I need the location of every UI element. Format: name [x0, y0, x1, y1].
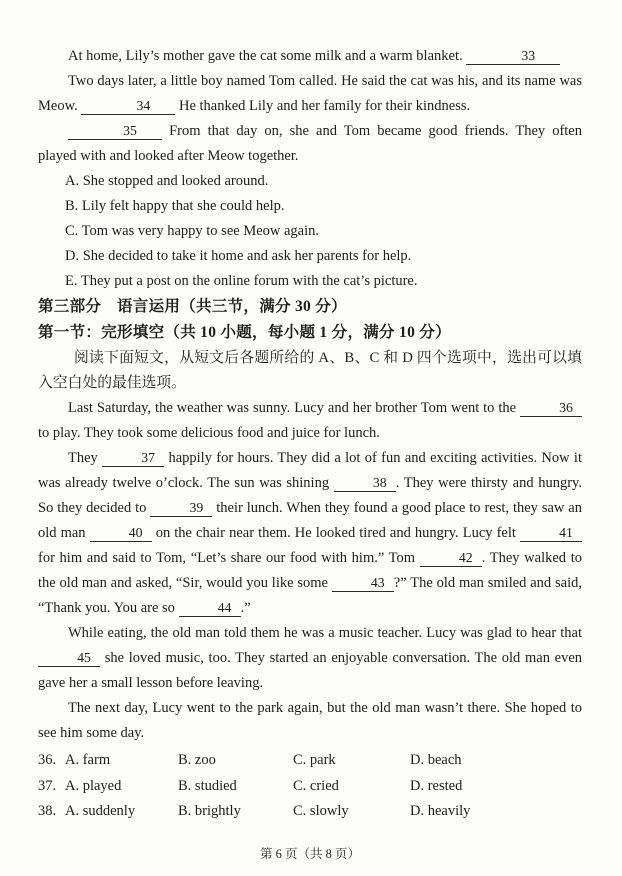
question-option-b: B. zoo	[178, 752, 216, 768]
question-option-a: A. played	[65, 777, 122, 794]
reading-paragraph-1: At home, Lily’s mother gave the cat some milk and a warm blanket. 33	[38, 44, 582, 69]
question-option-b: B. brightly	[178, 803, 241, 819]
question-option-c: C. park	[293, 752, 336, 768]
page-footer: 第 6 页（共 8 页）	[259, 846, 360, 861]
cloze-blank-39: 39	[150, 500, 212, 517]
cloze-question-row-37	[38, 774, 582, 800]
cloze-paragraph-4: The next day, Lucy went to the park again, but the old man wasn’t there. She hoped to see him some day.	[38, 700, 582, 741]
cloze-blank-38: 38	[334, 475, 396, 492]
reading-choice-b: B. Lily felt happy that she could help.	[65, 198, 285, 214]
reading-completion-section	[38, 44, 582, 294]
reading-choice-c: C. Tom was very happy to see Meow again.	[65, 223, 320, 239]
cloze-question-row-38	[38, 799, 582, 825]
part3-heading: 第三部分 语言运用（共三节，满分 30 分）	[38, 298, 347, 315]
cloze-blank-45: 45	[38, 650, 100, 667]
question-option-a: A. suddenly	[65, 803, 136, 819]
cloze-instructions: 阅读下面短文，从短文后各题所给的 A、B、C 和 D 四个选项中，选出可以填入空白处的最佳选项。	[38, 350, 582, 391]
cloze-blank-35: 35	[68, 123, 162, 140]
question-option-d: D. rested	[410, 777, 463, 794]
cloze-blank-40: 40	[90, 525, 152, 542]
cloze-passage	[38, 396, 582, 746]
question-number: 36.	[38, 752, 57, 768]
cloze-blank-43: 43	[332, 575, 394, 592]
cloze-blank-34: 34	[81, 98, 175, 115]
section1-heading: 第一节：完形填空（共 10 小题，每小题 1 分，满分 10 分）	[38, 324, 451, 341]
reading-choices	[38, 169, 582, 294]
cloze-paragraph-2: They 37 happily for hours. They did a lot of fun and exciting activities. Now it was already twelve o’clock. The sun was shining 38 . They were thirsty and hungry. So they decided to 39 their lunch. When they found a good place to rest, they saw an old man 40 on the chair near them. He looked tired and hungry. Lucy felt 41 for him and said to Tom, “Let’s share our food with him.” Tom 42 . They walked to the old man and asked, “Sir, would you like some 43 ?” The old man smiled and said, “Thank you. You are so 44 .”	[38, 450, 582, 616]
reading-paragraph-3: 35 From that day on, she and Tom became good friends. They often played with and looked after Meow together.	[38, 123, 582, 164]
question-option-c: C. slowly	[293, 803, 349, 819]
question-option-b: B. studied	[178, 777, 237, 794]
reading-choice-e: E. They put a post on the online forum with the cat’s picture.	[65, 273, 418, 289]
cloze-blank-36: 36	[520, 400, 582, 417]
question-number: 37.	[38, 777, 57, 794]
cloze-paragraph-3: While eating, the old man told them he was a music teacher. Lucy was glad to hear that 45 she loved music, too. They started an enjoyable conversation. The old man even gave her a small lesson before leaving.	[38, 625, 582, 691]
cloze-blank-42: 42	[420, 550, 482, 567]
cloze-blank-41: 41	[520, 525, 582, 542]
cloze-blank-44: 44	[179, 600, 241, 617]
cloze-question-list	[38, 748, 582, 825]
cloze-blank-33: 33	[466, 48, 560, 65]
reading-paragraph-2: Two days later, a little boy named Tom called. He said the cat was his, and its name was Meow. 34 He thanked Lily and her family for their kindness.	[38, 73, 582, 114]
cloze-blank-37: 37	[102, 450, 164, 467]
question-option-c: C. cried	[293, 777, 339, 794]
reading-choice-a: A. She stopped and looked around.	[65, 173, 269, 189]
question-option-d: D. beach	[410, 752, 462, 768]
question-number: 38.	[38, 803, 57, 819]
cloze-question-row-36	[38, 748, 582, 774]
reading-choice-d: D. She decided to take it home and ask her parents for help.	[65, 248, 412, 264]
cloze-paragraph-1: Last Saturday, the weather was sunny. Lucy and her brother Tom went to the 36 to play. They took some delicious food and juice for lunch.	[38, 396, 582, 446]
question-option-d: D. heavily	[410, 803, 471, 819]
question-option-a: A. farm	[65, 752, 111, 768]
